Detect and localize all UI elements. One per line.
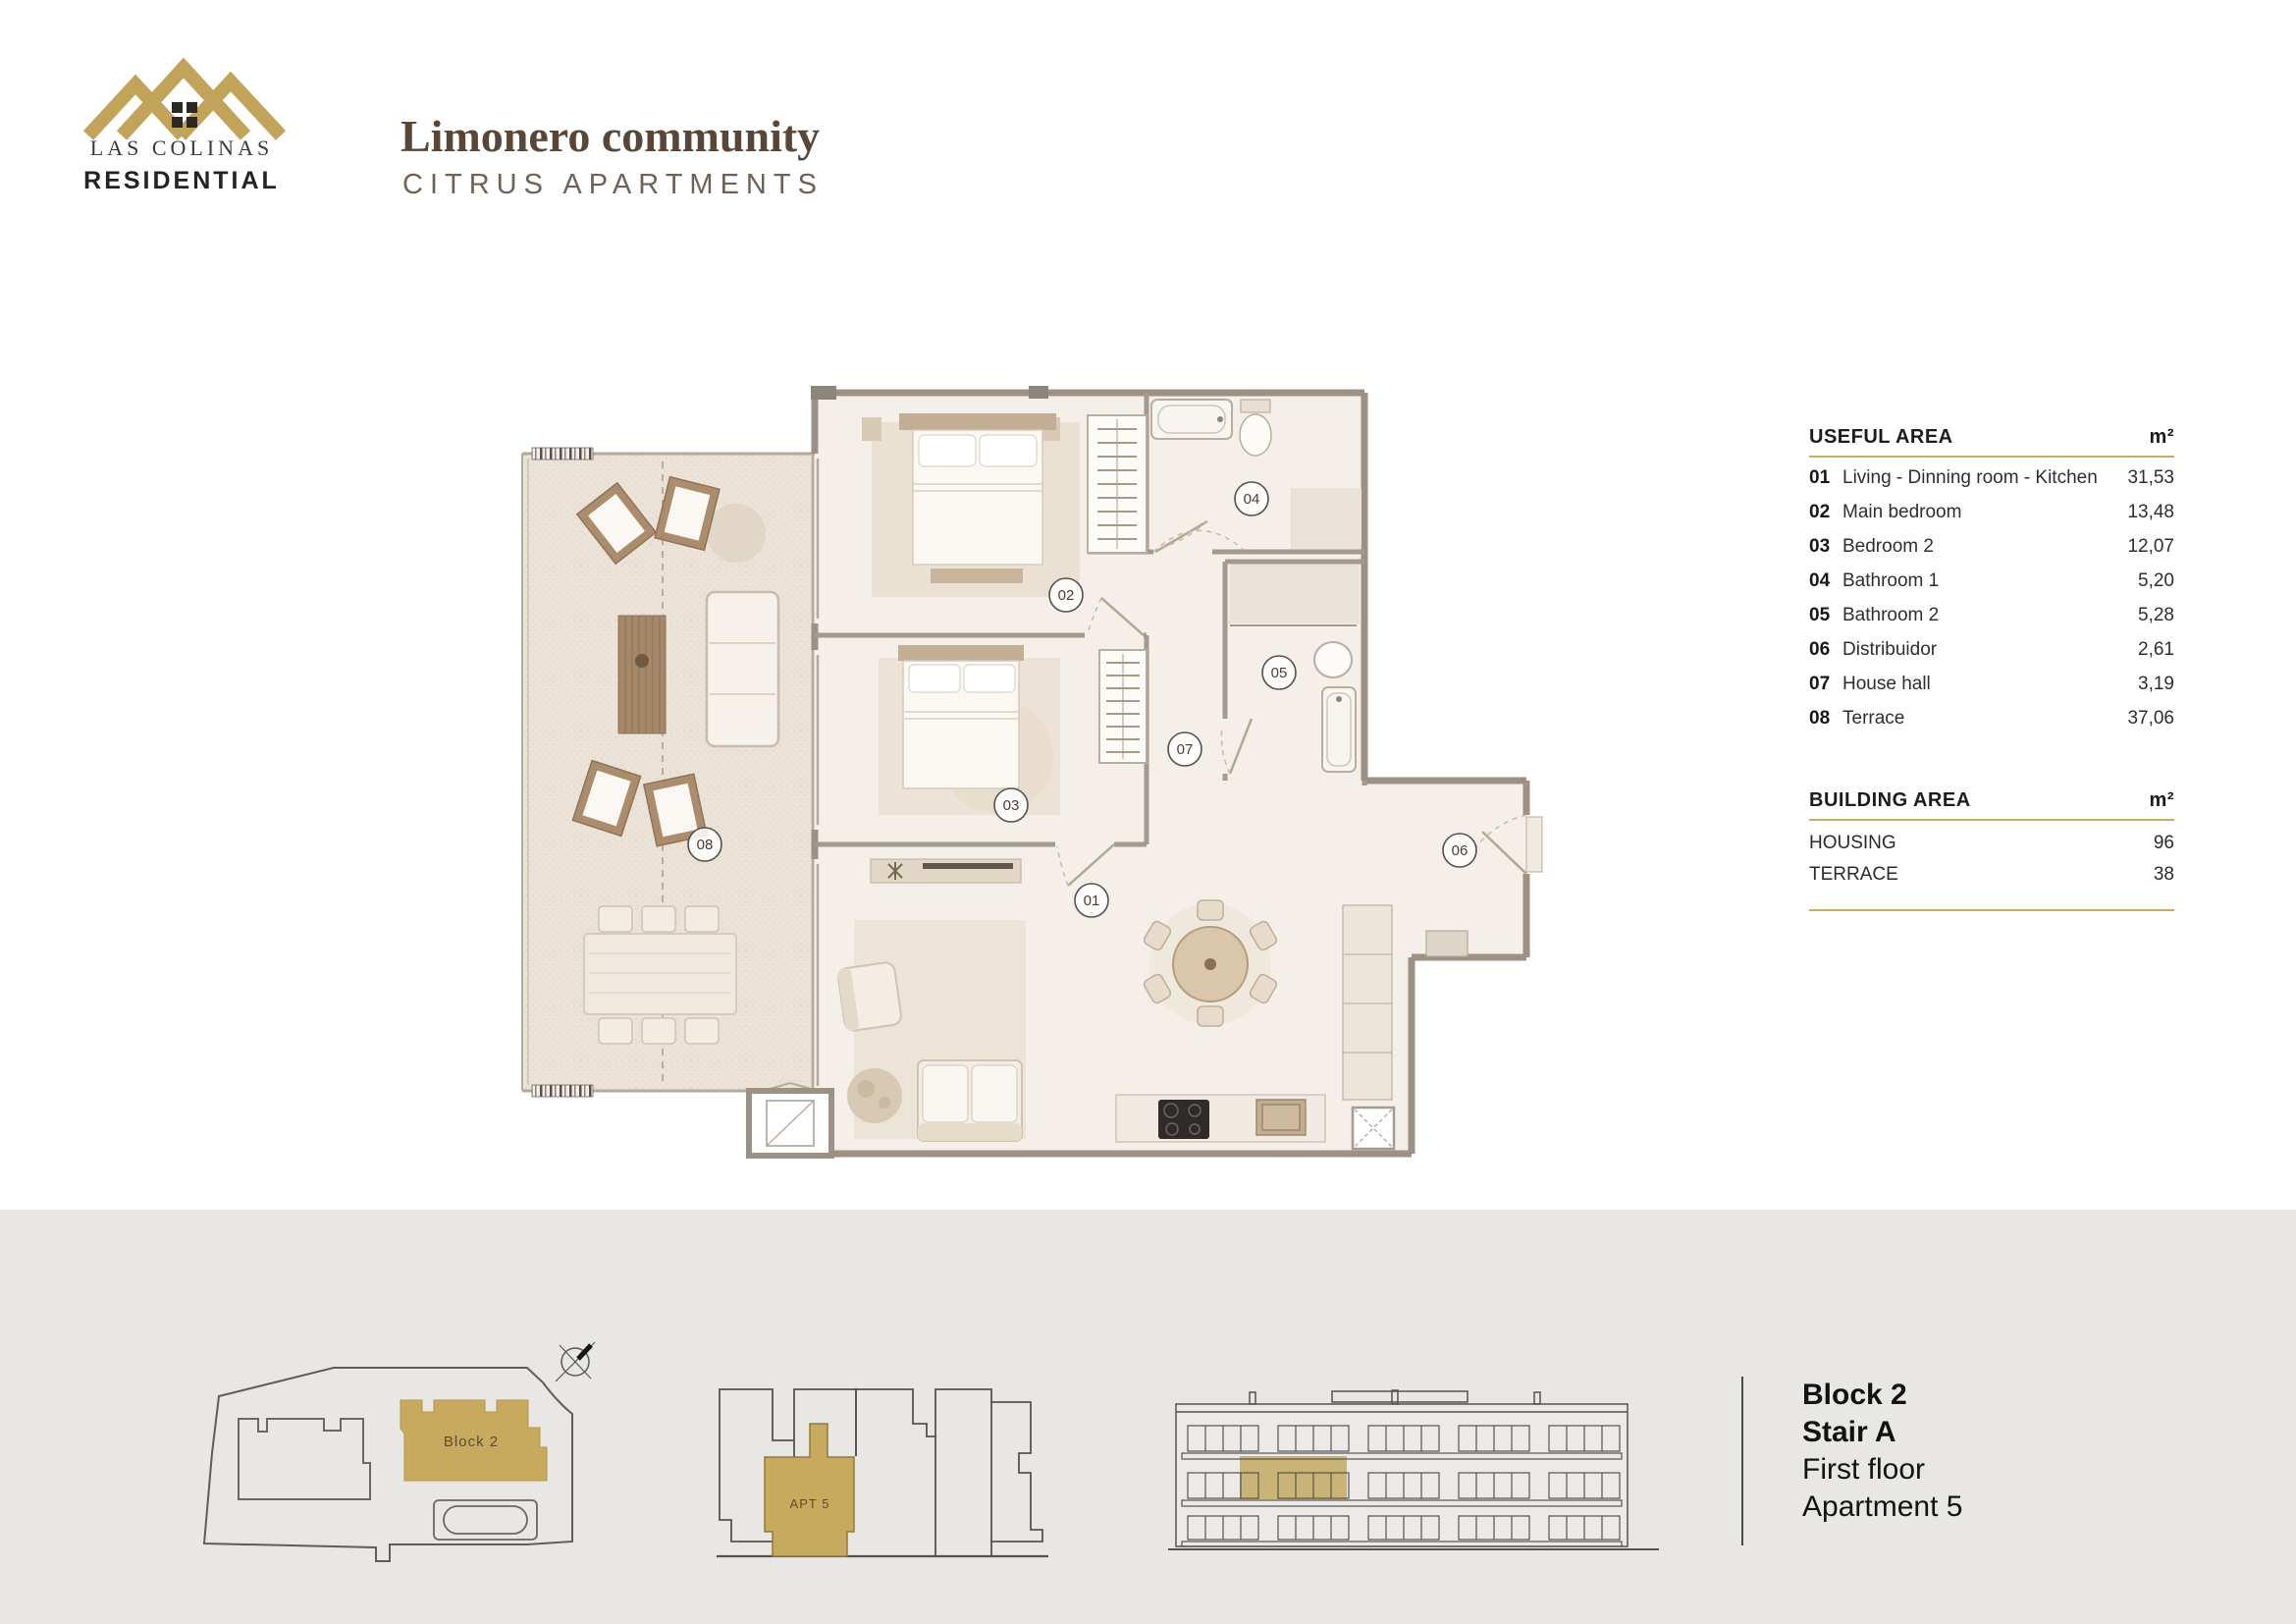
sofa [918,1060,1022,1141]
kitchen-units [1343,905,1392,1100]
location-info [1802,1377,1962,1526]
toilet-tank [1241,400,1270,412]
useful-area-unit: m² [2149,426,2174,448]
table-row: HOUSING 96 [1809,833,2174,853]
bath-cabinet [1230,565,1360,623]
block2-label: Block 2 [443,1434,500,1450]
location-stair: Stair A [1802,1416,1896,1448]
apt5-unit [765,1424,854,1556]
svg-text:07: 07 [1176,741,1194,758]
room-label-08 [688,828,721,861]
building-area-table [1809,789,2174,911]
shower-area [1291,488,1362,549]
bed-rug [931,568,1023,583]
page-subtitle: CITRUS APARTMENTS [402,169,824,200]
column [1029,386,1048,399]
divider-line [1741,1377,1743,1545]
room-label-07 [1168,732,1201,766]
building-area-unit: m² [2149,789,2174,811]
table-row: 03 Bedroom 2 12,07 [1809,536,2174,557]
block1-building [239,1419,370,1499]
table-row: 08 Terrace 37,06 [1809,708,2174,729]
bedroom2-group [898,645,1024,788]
useful-area-table [1809,426,2174,742]
table-row: TERRACE 38 [1809,864,2174,885]
washing-machine [1353,1108,1394,1149]
building-area-title: BUILDING AREA [1809,789,1971,811]
wardrobe-bedroom3 [1099,650,1147,763]
room-label-01 [1075,884,1108,917]
las-colinas-logo [71,33,336,141]
table-row: 02 Main bedroom 13,48 [1809,502,2174,522]
bed-headboard [898,645,1024,661]
table-row: 05 Bathroom 2 5,28 [1809,605,2174,625]
room-label-03 [994,788,1028,822]
compass-icon [556,1342,595,1381]
pouf [847,1068,902,1123]
room-label-06 [1443,834,1476,867]
pillow [964,665,1015,692]
window-sill-bottom [532,1085,593,1097]
location-apartment: Apartment 5 [1802,1490,1963,1523]
svg-text:05: 05 [1270,665,1288,681]
page-title: Limonero community [400,111,821,161]
gold-rule [1809,909,2174,911]
pillow [909,665,960,692]
pillow [919,435,976,466]
location-floor: First floor [1802,1453,1926,1486]
brand-name: LAS COLINAS [89,135,274,160]
site-plan [137,1306,687,1624]
sink [1314,642,1352,677]
hall-cabinet [1426,931,1468,956]
table-row: 07 House hall 3,19 [1809,674,2174,694]
bed-headboard [899,413,1056,430]
armchair [837,961,902,1031]
brand-text [59,135,304,195]
useful-area-title: USEFUL AREA [1809,426,1953,448]
svg-text:08: 08 [696,837,714,853]
pool [434,1500,537,1540]
nightstand [862,417,881,441]
pillow [980,435,1037,466]
room-label-04 [1235,482,1268,515]
brand-tagline: RESIDENTIAL [83,167,280,194]
entry-step [1526,817,1542,872]
svg-text:03: 03 [1002,797,1020,814]
table-row: 04 Bathroom 1 5,20 [1809,570,2174,591]
room-label-05 [1262,656,1296,689]
svg-text:04: 04 [1243,491,1260,508]
terrace-side-table [707,504,766,563]
gold-rule [1809,456,2174,458]
floor-footprint-plan [687,1316,1109,1610]
wardrobe-bedroom2 [1088,415,1147,553]
tv [923,863,1013,869]
tv-sideboard [871,859,1021,883]
window-sill-top [532,448,593,460]
mountains-icon [88,68,281,135]
room-label-02 [1049,578,1083,612]
apt5-label: APT 5 [789,1496,830,1511]
floor-plan [510,378,1571,1213]
terrace-dining-set [584,906,736,1044]
svg-text:01: 01 [1083,893,1100,909]
column [811,386,836,400]
gold-rule [1809,819,2174,821]
shaft [749,1083,831,1156]
terrace-chaise [707,592,778,746]
table-row: 06 Distribuidor 2,61 [1809,639,2174,660]
terrace-wood-table [618,616,666,733]
svg-text:06: 06 [1451,842,1468,859]
building-elevation [1168,1375,1659,1571]
svg-text:02: 02 [1057,587,1075,604]
toilet [1240,414,1271,456]
location-block: Block 2 [1802,1379,1907,1411]
table-row: 01 Living - Dinning room - Kitchen 31,53 [1809,467,2174,488]
